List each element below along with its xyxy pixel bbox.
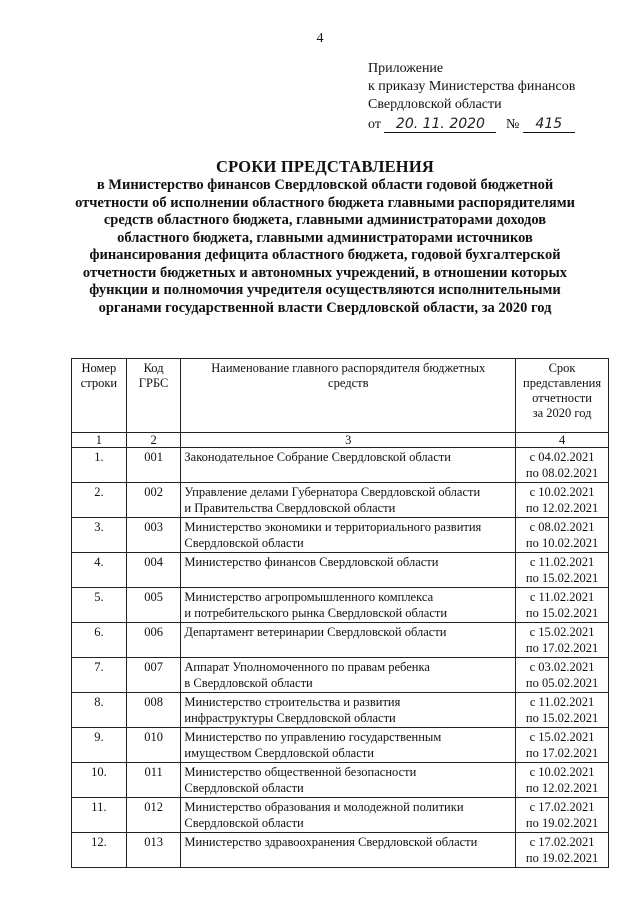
deadline-to: по 19.02.2021 <box>525 815 599 830</box>
page-number: 4 <box>316 31 324 46</box>
grbs-code-cell: 002 <box>126 483 181 518</box>
title-main: СРОКИ ПРЕДСТАВЛЕНИЯ <box>215 157 434 176</box>
number-label: № <box>505 117 520 132</box>
row-number-cell: 2. <box>72 483 127 518</box>
name-line: Министерство образования и молодежной политики <box>184 800 464 814</box>
distributor-name-cell <box>181 553 516 588</box>
grbs-code-cell: 006 <box>126 623 181 658</box>
name-line: инфраструктуры Свердловской области <box>184 710 396 725</box>
index-cell: 1 <box>72 433 127 448</box>
table-row <box>72 623 609 658</box>
title-line: средств областного бюджета, главными администраторами доходов <box>103 212 547 228</box>
deadline-cell <box>516 693 609 728</box>
title-line: финансирования дефицита областного бюджета, годовой бухгалтерской <box>89 247 561 263</box>
document-title <box>40 157 610 317</box>
name-line: Аппарат Уполномоченного по правам ребенка <box>184 660 430 674</box>
grbs-code-cell: 001 <box>126 448 181 483</box>
table-row <box>72 588 609 623</box>
header-row-number <box>72 359 127 433</box>
row-number-cell: 1. <box>72 448 127 483</box>
appendix-block <box>368 60 575 134</box>
grbs-code-cell: 010 <box>126 728 181 763</box>
name-line: Управление делами Губернатора Свердловской области <box>184 485 481 499</box>
distributor-name-cell <box>181 728 516 763</box>
name-line: Министерство финансов Свердловской области <box>184 555 439 569</box>
distributor-name-cell <box>181 693 516 728</box>
deadline-cell <box>516 658 609 693</box>
deadline-from: с 11.02.2021 <box>529 695 595 709</box>
name-line: в Свердловской области <box>184 675 313 690</box>
deadline-cell <box>516 763 609 798</box>
distributor-name-cell <box>181 763 516 798</box>
deadline-to: по 19.02.2021 <box>525 850 599 865</box>
grbs-code-cell: 003 <box>126 518 181 553</box>
deadline-to: по 15.02.2021 <box>525 570 599 585</box>
row-number-cell: 7. <box>72 658 127 693</box>
row-number-cell: 9. <box>72 728 127 763</box>
row-number-cell: 5. <box>72 588 127 623</box>
header-line: Срок <box>548 361 576 375</box>
deadline-from: с 10.02.2021 <box>529 765 595 779</box>
deadline-to: по 15.02.2021 <box>525 710 599 725</box>
row-number-cell: 4. <box>72 553 127 588</box>
title-line: органами государственной власти Свердловской области, за 2020 год <box>98 299 552 316</box>
distributor-name-cell <box>181 448 516 483</box>
header-line: средств <box>328 376 369 390</box>
table-row <box>72 798 609 833</box>
name-line: Министерство по управлению государственным <box>184 730 442 744</box>
index-cell: 3 <box>181 433 516 448</box>
name-line: и Правительства Свердловской области <box>184 500 396 515</box>
index-cell: 2 <box>126 433 181 448</box>
title-line: отчетности об исполнении областного бюджета главными распорядителями <box>75 194 575 211</box>
row-number-cell: 3. <box>72 518 127 553</box>
table-row <box>72 833 609 868</box>
order-number: 415 <box>523 117 575 133</box>
grbs-code-cell: 005 <box>126 588 181 623</box>
table-row <box>72 728 609 763</box>
deadline-to: по 10.02.2021 <box>525 535 599 550</box>
grbs-code-cell: 011 <box>126 763 181 798</box>
deadline-from: с 10.02.2021 <box>529 485 595 499</box>
deadline-from: с 17.02.2021 <box>529 835 595 849</box>
distributor-name-cell <box>181 623 516 658</box>
title-line: областного бюджета, главными администраторами источников <box>117 229 533 246</box>
title-line: в Министерство финансов Свердловской области годовой бюджетной <box>96 177 554 193</box>
table-row <box>72 553 609 588</box>
deadline-cell <box>516 518 609 553</box>
deadline-cell <box>516 588 609 623</box>
row-number-cell: 10. <box>72 763 127 798</box>
deadline-to: по 17.02.2021 <box>525 745 599 760</box>
distributor-name-cell <box>181 518 516 553</box>
row-number-cell: 11. <box>72 798 127 833</box>
header-distributor-name <box>181 359 516 433</box>
grbs-code-cell: 004 <box>126 553 181 588</box>
header-line: отчетности <box>532 391 592 405</box>
distributor-name-cell <box>181 833 516 868</box>
deadline-from: с 15.02.2021 <box>529 625 595 639</box>
grbs-code-cell: 012 <box>126 798 181 833</box>
name-line: Законодательное Собрание Свердловской области <box>184 450 451 464</box>
name-line: Свердловской области <box>184 535 304 550</box>
from-label: от <box>368 117 381 132</box>
name-line: имуществом Свердловской области <box>184 745 374 760</box>
deadline-from: с 08.02.2021 <box>529 520 595 534</box>
header-grbs-code <box>126 359 181 433</box>
row-number-cell: 12. <box>72 833 127 868</box>
row-number-cell: 6. <box>72 623 127 658</box>
distributor-name-cell <box>181 658 516 693</box>
deadline-from: с 11.02.2021 <box>529 590 595 604</box>
name-line: Свердловской области <box>184 815 304 830</box>
deadline-from: с 04.02.2021 <box>529 450 595 464</box>
table-row <box>72 763 609 798</box>
deadline-to: по 17.02.2021 <box>525 640 599 655</box>
deadline-cell <box>516 798 609 833</box>
distributor-name-cell <box>181 483 516 518</box>
distributor-name-cell <box>181 798 516 833</box>
table-header-row <box>72 359 609 433</box>
order-signature-line <box>368 116 575 134</box>
deadlines-table <box>71 358 609 868</box>
header-line: Наименование главного распорядителя бюджетных <box>211 361 486 375</box>
name-line: Министерство общественной безопасности <box>184 765 417 779</box>
deadline-to: по 05.02.2021 <box>525 675 599 690</box>
header-line: за 2020 год <box>532 406 592 420</box>
grbs-code-cell: 013 <box>126 833 181 868</box>
deadline-from: с 15.02.2021 <box>529 730 595 744</box>
deadline-cell <box>516 553 609 588</box>
title-subtitle <box>40 177 610 317</box>
header-line: строки <box>80 376 118 390</box>
name-line: Министерство здравоохранения Свердловской области <box>184 835 478 849</box>
table-row <box>72 658 609 693</box>
column-index-row <box>72 433 609 448</box>
index-cell: 4 <box>516 433 609 448</box>
grbs-code-cell: 007 <box>126 658 181 693</box>
table-row <box>72 483 609 518</box>
distributor-name-cell <box>181 588 516 623</box>
title-line: отчетности бюджетных и автономных учреждений, в отношении которых <box>82 264 568 281</box>
deadline-to: по 12.02.2021 <box>525 780 599 795</box>
deadline-from: с 11.02.2021 <box>529 555 595 569</box>
header-deadline <box>516 359 609 433</box>
appendix-line-1: Приложение <box>368 61 444 76</box>
table-row <box>72 518 609 553</box>
name-line: Министерство агропромышленного комплекса <box>184 590 434 604</box>
deadline-to: по 12.02.2021 <box>525 500 599 515</box>
appendix-line-2: к приказу Министерства финансов <box>368 79 576 94</box>
deadline-cell <box>516 728 609 763</box>
table-row <box>72 448 609 483</box>
row-number-cell: 8. <box>72 693 127 728</box>
title-line: функции и полномочия учредителя осуществляются исполнительными <box>89 282 561 298</box>
name-line: Министерство строительства и развития <box>184 695 401 709</box>
name-line: Министерство экономики и территориального развития <box>184 520 482 534</box>
name-line: и потребительского рынка Свердловской области <box>184 605 448 620</box>
grbs-code-cell: 008 <box>126 693 181 728</box>
deadline-from: с 03.02.2021 <box>529 660 595 674</box>
order-date: 20. 11. 2020 <box>384 117 496 133</box>
deadline-cell <box>516 448 609 483</box>
header-line: представления <box>523 376 602 390</box>
header-line: Номер <box>81 361 117 375</box>
deadline-to: по 15.02.2021 <box>525 605 599 620</box>
deadline-cell <box>516 623 609 658</box>
table-row <box>72 693 609 728</box>
appendix-line-3: Свердловской области <box>368 97 502 112</box>
name-line: Департамент ветеринарии Свердловской области <box>184 625 447 639</box>
deadline-from: с 17.02.2021 <box>529 800 595 814</box>
deadline-to: по 08.02.2021 <box>525 465 599 480</box>
deadline-cell <box>516 483 609 518</box>
deadline-cell <box>516 833 609 868</box>
name-line: Свердловской области <box>184 780 304 795</box>
header-line: Код <box>143 361 164 375</box>
header-line: ГРБС <box>138 376 169 390</box>
